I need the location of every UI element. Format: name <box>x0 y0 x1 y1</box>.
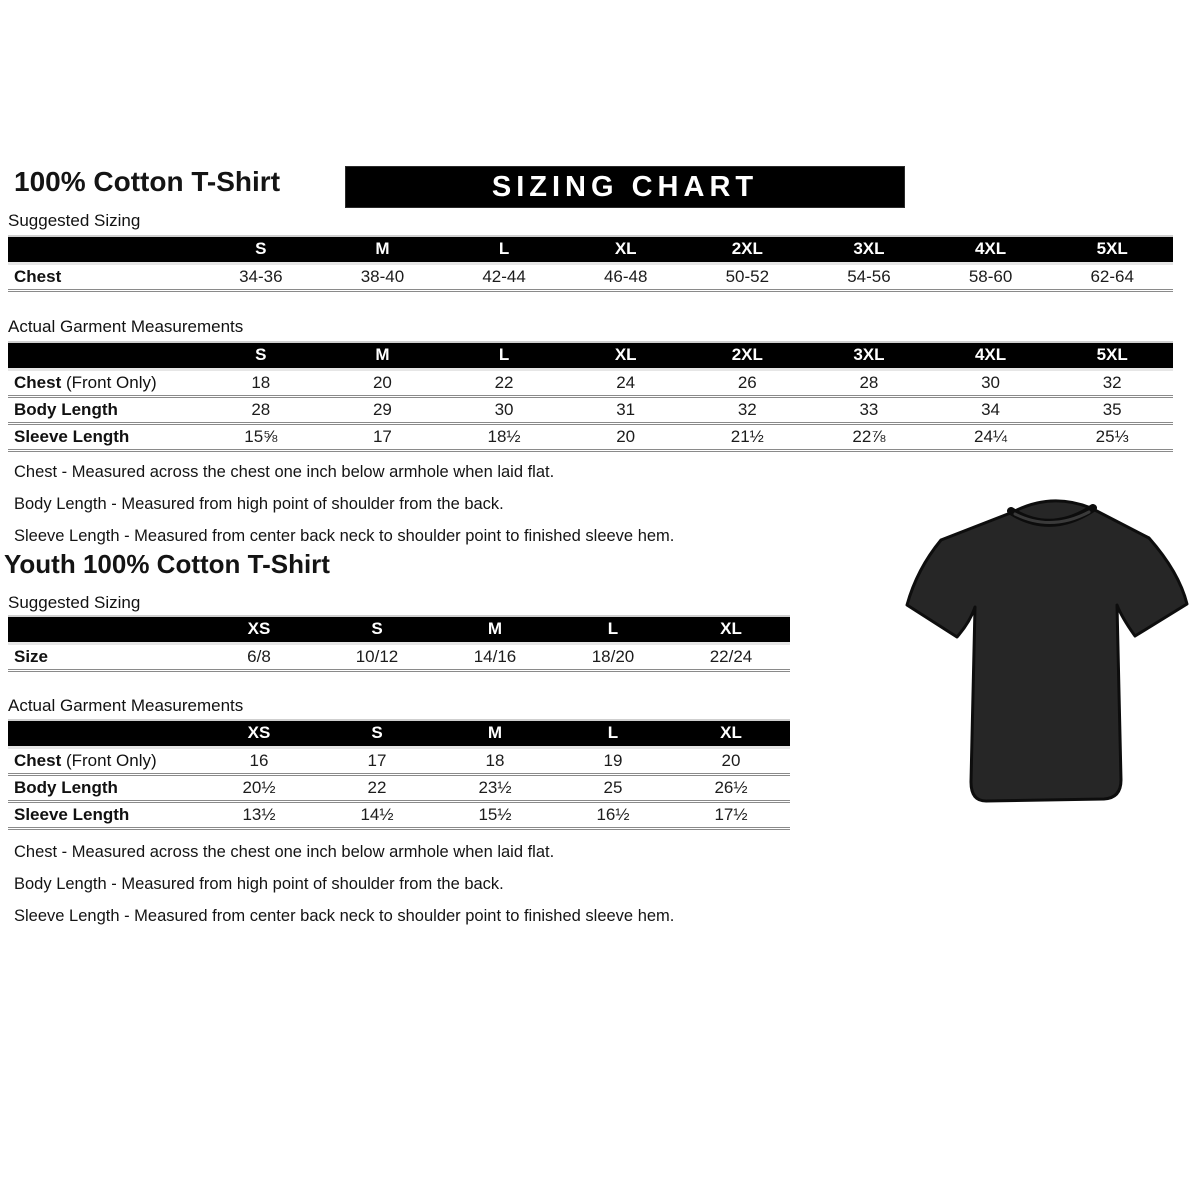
size-value-cell: 30 <box>443 396 565 423</box>
size-column-header: 4XL <box>930 236 1052 263</box>
size-value-cell: 16½ <box>554 801 672 828</box>
table-row <box>8 263 1173 290</box>
size-column-header: XS <box>200 720 318 747</box>
table-header-row <box>8 342 1173 369</box>
youth-suggested-sizing-label: Suggested Sizing <box>8 593 141 612</box>
size-value-cell: 18 <box>200 369 322 396</box>
size-value-cell: 18 <box>436 747 554 774</box>
header-corner-cell <box>8 342 200 369</box>
row-label-text: Chest <box>14 372 62 392</box>
youth-suggested-sizing-table <box>8 615 790 672</box>
table-header-row <box>8 236 1173 263</box>
size-value-cell: 15⅝ <box>200 423 322 450</box>
size-column-header: 5XL <box>1051 236 1173 263</box>
size-value-cell: 19 <box>554 747 672 774</box>
size-value-cell: 20 <box>672 747 790 774</box>
row-label-text: Size <box>14 646 49 666</box>
size-value-cell: 20 <box>322 369 444 396</box>
size-value-cell: 16 <box>200 747 318 774</box>
row-label-text: Body Length <box>14 399 118 419</box>
row-label-sleeve-length <box>8 423 200 450</box>
row-label-text: Chest <box>14 750 62 770</box>
table-row <box>8 396 1173 423</box>
row-label-suffix: (Front Only) <box>61 372 157 392</box>
adult-measurement-notes <box>14 463 674 559</box>
size-value-cell: 30 <box>930 369 1052 396</box>
size-column-header: XL <box>565 236 687 263</box>
size-value-cell: 17 <box>318 747 436 774</box>
row-label-text: Sleeve Length <box>14 804 130 824</box>
size-column-header: M <box>436 616 554 643</box>
size-column-header: S <box>318 616 436 643</box>
size-value-cell: 22 <box>443 369 565 396</box>
row-label-chest <box>8 263 200 290</box>
size-value-cell: 17 <box>322 423 444 450</box>
size-value-cell: 38-40 <box>322 263 444 290</box>
table-row <box>8 369 1173 396</box>
row-label-text: Body Length <box>14 777 118 797</box>
size-column-header: M <box>436 720 554 747</box>
size-column-header: 4XL <box>930 342 1052 369</box>
size-value-cell: 26 <box>687 369 809 396</box>
size-value-cell: 25 <box>554 774 672 801</box>
size-column-header: 3XL <box>808 342 930 369</box>
size-value-cell: 6/8 <box>200 643 318 670</box>
row-label-size <box>8 643 200 670</box>
header-corner-cell <box>8 616 200 643</box>
note-sleeve-length: Sleeve Length - Measured from center back neck to shoulder point to finished sleeve hem. <box>14 907 675 925</box>
row-label-chest <box>8 747 200 774</box>
size-value-cell: 15½ <box>436 801 554 828</box>
adult-suggested-sizing-label: Suggested Sizing <box>8 211 141 230</box>
table-row <box>8 801 790 828</box>
size-value-cell: 32 <box>1051 369 1173 396</box>
size-value-cell: 21½ <box>687 423 809 450</box>
size-value-cell: 50-52 <box>687 263 809 290</box>
size-value-cell: 25⅓ <box>1051 423 1173 450</box>
size-column-header: L <box>443 342 565 369</box>
size-value-cell: 10/12 <box>318 643 436 670</box>
size-column-header: XL <box>565 342 687 369</box>
table-header-row <box>8 616 790 643</box>
size-value-cell: 14½ <box>318 801 436 828</box>
adult-actual-measurements-label: Actual Garment Measurements <box>8 317 244 336</box>
size-column-header: 2XL <box>687 342 809 369</box>
sizing-chart-banner <box>345 166 905 208</box>
table-row <box>8 774 790 801</box>
note-body-length: Body Length - Measured from high point of shoulder from the back. <box>14 495 504 513</box>
adult-actual-measurements-table <box>8 341 1173 452</box>
size-value-cell: 34-36 <box>200 263 322 290</box>
size-column-header: L <box>554 616 672 643</box>
size-value-cell: 17½ <box>672 801 790 828</box>
size-column-header: S <box>318 720 436 747</box>
size-value-cell: 22/24 <box>672 643 790 670</box>
size-column-header: L <box>554 720 672 747</box>
size-value-cell: 28 <box>808 369 930 396</box>
row-label-body-length <box>8 396 200 423</box>
size-column-header: S <box>200 342 322 369</box>
table-row <box>8 747 790 774</box>
size-column-header: XS <box>200 616 318 643</box>
size-value-cell: 34 <box>930 396 1052 423</box>
note-chest: Chest - Measured across the chest one inch below armhole when laid flat. <box>14 843 555 861</box>
youth-section-title: Youth 100% Cotton T-Shirt <box>4 549 330 579</box>
row-label-chest <box>8 369 200 396</box>
size-value-cell: 42-44 <box>443 263 565 290</box>
size-value-cell: 20 <box>565 423 687 450</box>
size-value-cell: 26½ <box>672 774 790 801</box>
size-value-cell: 58-60 <box>930 263 1052 290</box>
row-label-text: Chest <box>14 266 62 286</box>
note-body-length: Body Length - Measured from high point of shoulder from the back. <box>14 875 504 893</box>
size-value-cell: 22⅞ <box>808 423 930 450</box>
size-value-cell: 20½ <box>200 774 318 801</box>
size-value-cell: 29 <box>322 396 444 423</box>
size-column-header: M <box>322 236 444 263</box>
size-value-cell: 22 <box>318 774 436 801</box>
size-value-cell: 13½ <box>200 801 318 828</box>
size-value-cell: 46-48 <box>565 263 687 290</box>
size-value-cell: 33 <box>808 396 930 423</box>
table-header-row <box>8 720 790 747</box>
size-column-header: XL <box>672 616 790 643</box>
row-label-suffix: (Front Only) <box>61 750 157 770</box>
row-label-sleeve-length <box>8 801 200 828</box>
row-label-text: Sleeve Length <box>14 426 130 446</box>
size-column-header: 5XL <box>1051 342 1173 369</box>
size-value-cell: 18/20 <box>554 643 672 670</box>
size-column-header: M <box>322 342 444 369</box>
youth-measurement-notes <box>14 843 674 939</box>
header-corner-cell <box>8 720 200 747</box>
youth-actual-measurements-label: Actual Garment Measurements <box>8 696 244 715</box>
size-value-cell: 54-56 <box>808 263 930 290</box>
size-value-cell: 18½ <box>443 423 565 450</box>
size-column-header: S <box>200 236 322 263</box>
black-tshirt-icon <box>893 474 1195 822</box>
page-title: 100% Cotton T-Shirt <box>14 166 281 197</box>
table-row <box>8 643 790 670</box>
size-value-cell: 32 <box>687 396 809 423</box>
header-corner-cell <box>8 236 200 263</box>
size-value-cell: 28 <box>200 396 322 423</box>
sizing-chart-banner-label: SIZING CHART <box>491 170 759 203</box>
size-column-header: 2XL <box>687 236 809 263</box>
size-column-header: XL <box>672 720 790 747</box>
size-value-cell: 31 <box>565 396 687 423</box>
adult-suggested-sizing-table <box>8 235 1173 292</box>
row-label-body-length <box>8 774 200 801</box>
size-value-cell: 24¼ <box>930 423 1052 450</box>
size-column-header: 3XL <box>808 236 930 263</box>
size-value-cell: 23½ <box>436 774 554 801</box>
youth-actual-measurements-table <box>8 719 790 830</box>
note-chest: Chest - Measured across the chest one inch below armhole when laid flat. <box>14 463 555 481</box>
note-sleeve-length: Sleeve Length - Measured from center back neck to shoulder point to finished sleeve hem. <box>14 527 675 545</box>
size-value-cell: 14/16 <box>436 643 554 670</box>
table-row <box>8 423 1173 450</box>
size-value-cell: 24 <box>565 369 687 396</box>
size-value-cell: 35 <box>1051 396 1173 423</box>
tshirt-photo <box>893 474 1195 822</box>
size-column-header: L <box>443 236 565 263</box>
size-value-cell: 62-64 <box>1051 263 1173 290</box>
